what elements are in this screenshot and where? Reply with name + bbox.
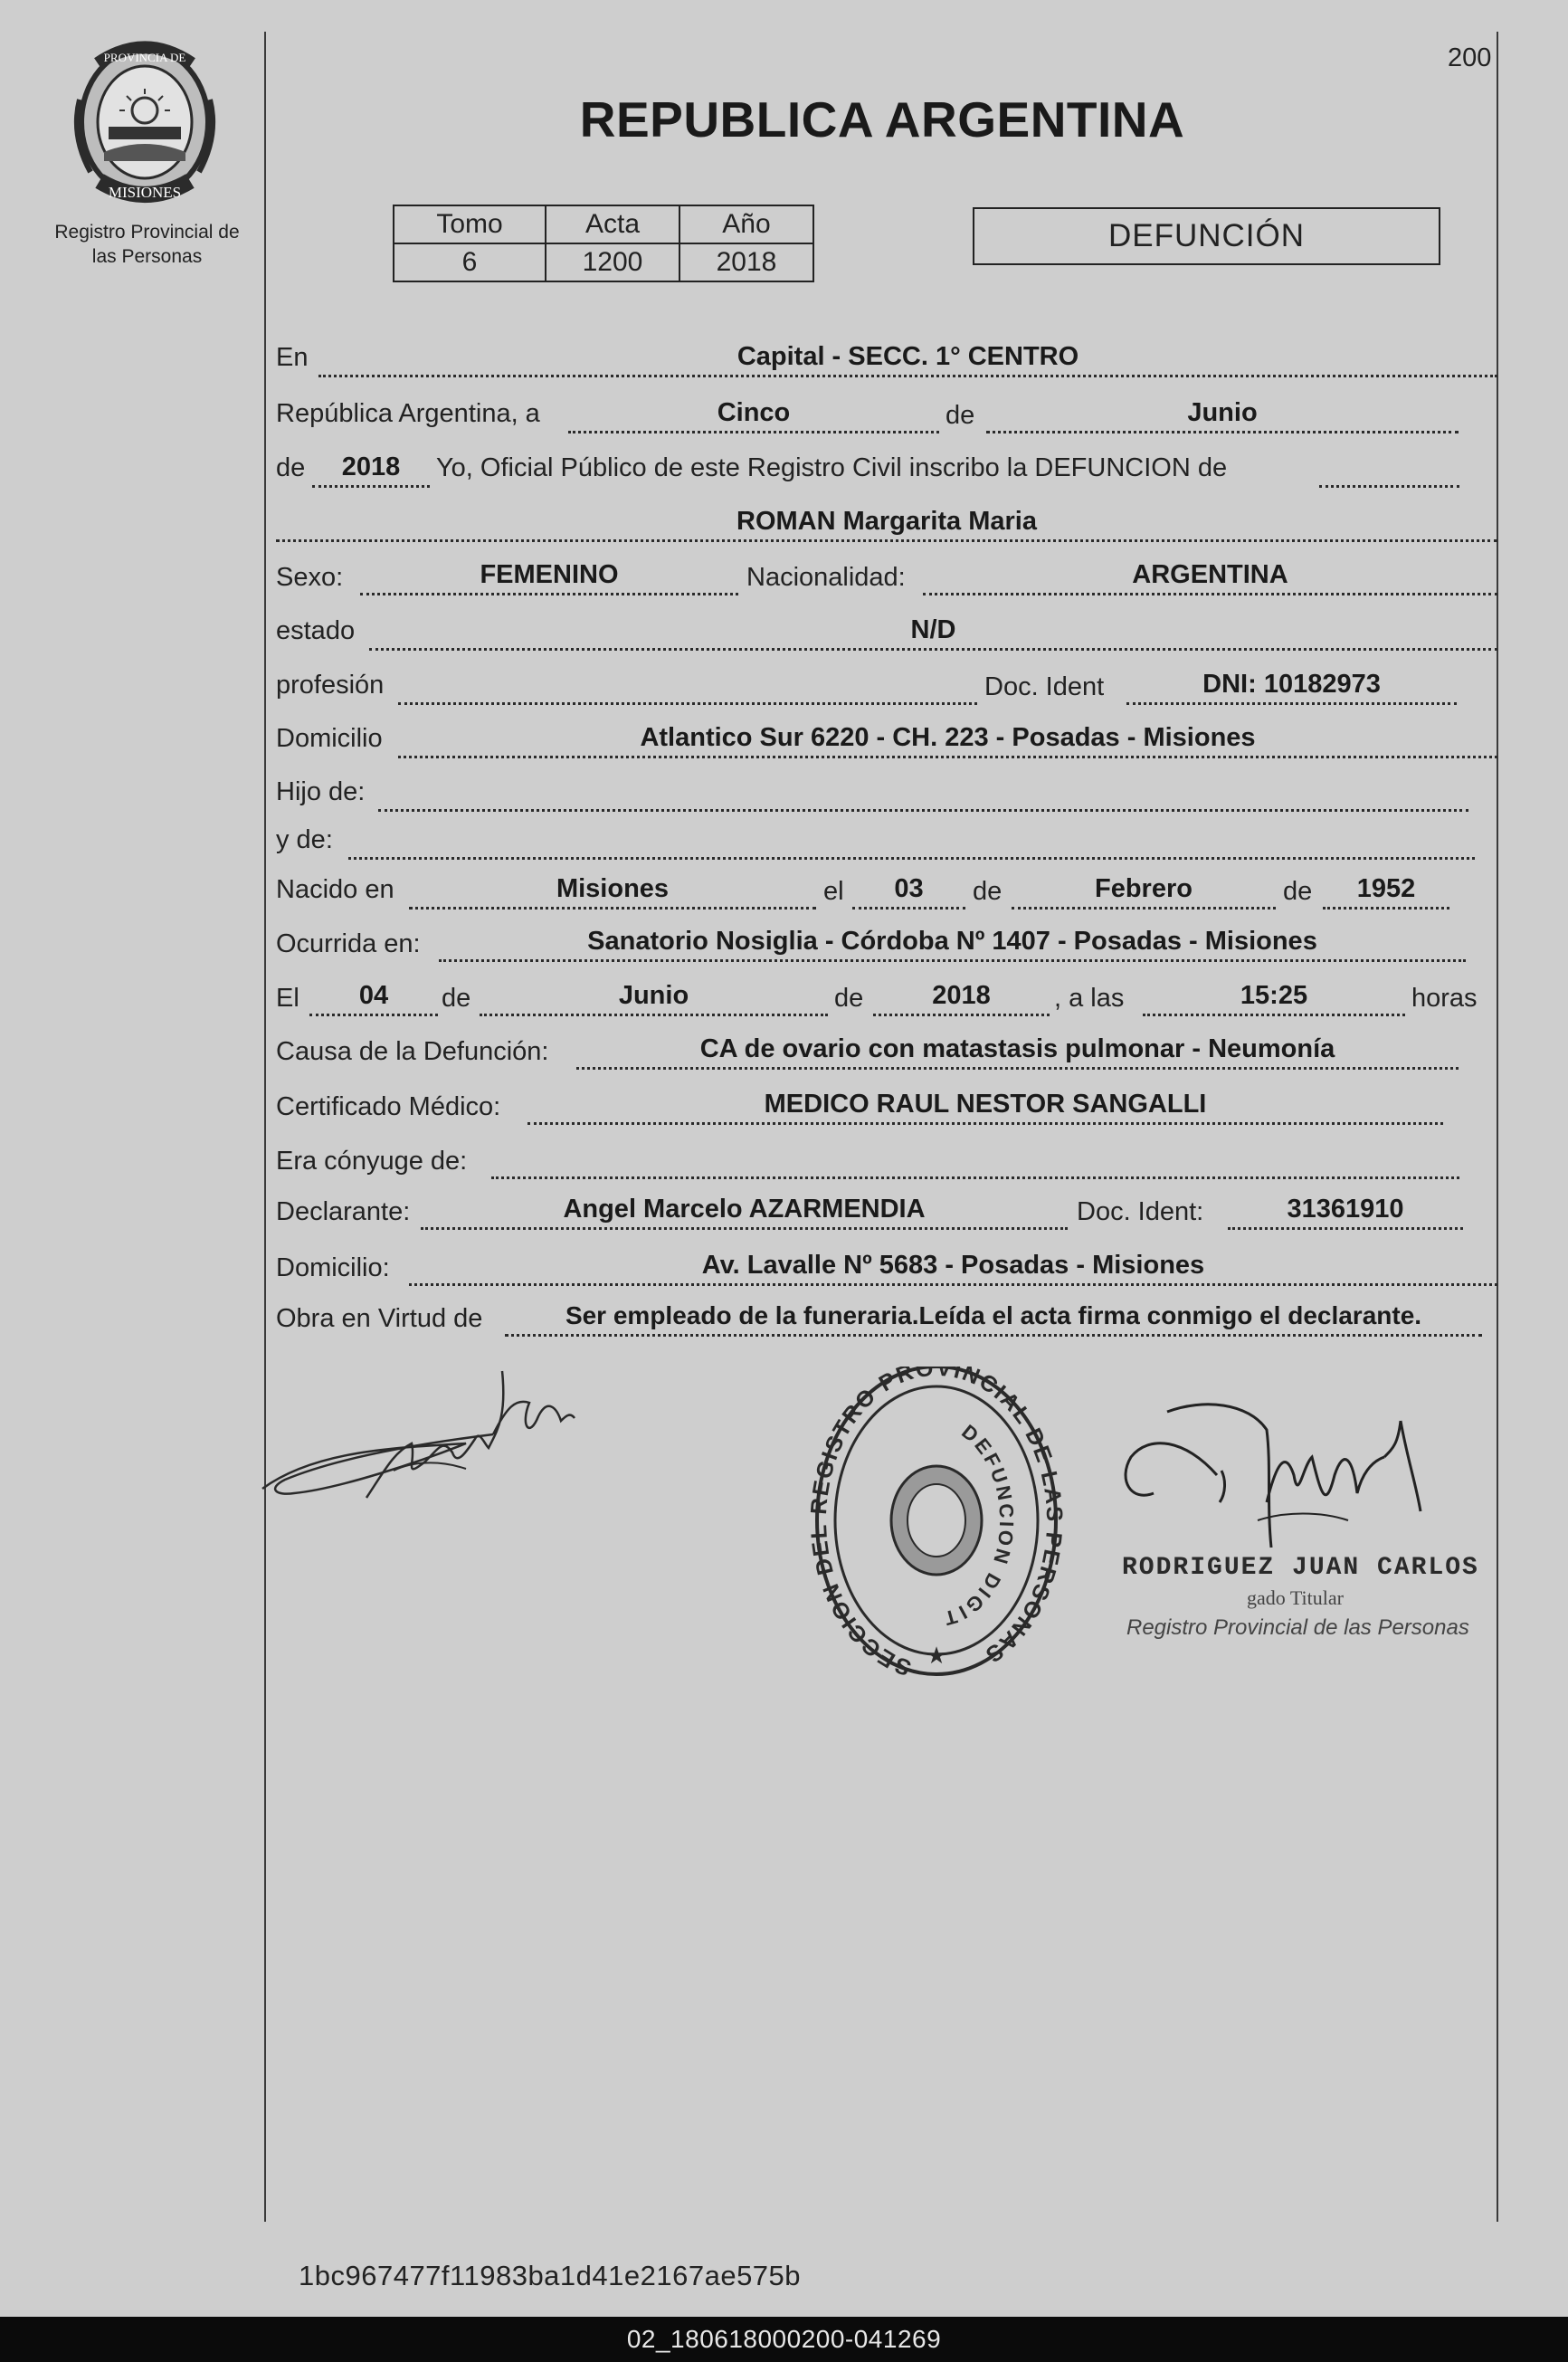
obra-field xyxy=(505,1301,1482,1337)
declarant-signature xyxy=(258,1353,602,1520)
doc-ident-field xyxy=(1126,670,1457,705)
nacionalidad-field xyxy=(923,560,1497,595)
profesion-field xyxy=(398,670,977,705)
ocurrida-value: Sanatorio Nosiglia - Córdoba Nº 1407 - Posadas - Misiones xyxy=(587,927,1317,956)
registry-name-line2: las Personas xyxy=(91,246,203,267)
record-type-box: DEFUNCIÓN xyxy=(973,207,1440,265)
death-year-value: 2018 xyxy=(932,981,991,1010)
anio-header: Año xyxy=(679,205,813,243)
declarante-doc-value: 31361910 xyxy=(1287,1195,1404,1224)
province-coat-of-arms-logo xyxy=(63,36,226,208)
doc-ident-label: Doc. Ident xyxy=(984,672,1105,701)
declarante-value: Angel Marcelo AZARMENDIA xyxy=(563,1195,926,1224)
death-year-field xyxy=(873,981,1050,1016)
svg-text:SECCION DEL REGISTRO PROVINCIA: SECCION DE EGISTRO PROVINCIAL DE L ERSONAS xyxy=(810,1367,1063,1681)
death-time-value: 15:25 xyxy=(1240,981,1308,1010)
doc-ident-value: DNI: 10182973 xyxy=(1202,670,1381,699)
declarante-domicilio-value: Av. Lavalle Nº 5683 - Posadas - Misiones xyxy=(701,1251,1205,1280)
registry-name xyxy=(36,220,258,269)
nacido-en-value: Misiones xyxy=(556,874,670,903)
estado-field xyxy=(369,615,1497,651)
de-label-5: de xyxy=(442,984,471,1013)
inscribe-blank-field xyxy=(1319,452,1459,488)
acta-header: Acta xyxy=(546,205,679,243)
el2-label: El xyxy=(276,984,299,1013)
nacionalidad-label: Nacionalidad: xyxy=(746,563,906,592)
inscribe-text: Yo, Oficial Público de este Registro Civil inscribo la DEFUNCION de xyxy=(436,453,1228,482)
birth-year-value: 1952 xyxy=(1356,874,1416,903)
el-label: el xyxy=(823,877,844,906)
hijo-de-field xyxy=(378,776,1468,812)
declarante-doc-field xyxy=(1228,1195,1463,1230)
tomo-value: 6 xyxy=(394,243,546,281)
certificado-field xyxy=(527,1090,1443,1125)
svg-text:★: ★ xyxy=(926,1643,947,1670)
nacionalidad-value: ARGENTINA xyxy=(1132,560,1288,589)
registrar-name: RODRIGUEZ JUAN CARLOS xyxy=(1122,1554,1479,1582)
document-id-bar: 02_180618000200-041269 xyxy=(0,2317,1568,2362)
month-field xyxy=(986,398,1459,433)
svg-text:DEFUNCION DIGITAL: DEFUNCION DIGIT xyxy=(940,1420,1019,1631)
republica-label: República Argentina, a xyxy=(276,399,540,428)
doc-ident2-label: Doc. Ident: xyxy=(1077,1197,1204,1226)
nacido-en-label: Nacido en xyxy=(276,875,394,904)
sexo-value: FEMENINO xyxy=(480,560,619,589)
document-title: REPUBLICA ARGENTINA xyxy=(579,91,1185,148)
domicilio-value: Atlantico Sur 6220 - CH. 223 - Posadas - Misiones xyxy=(640,723,1256,752)
death-month-value: Junio xyxy=(618,981,689,1010)
obra-label: Obra en Virtud de xyxy=(276,1304,483,1333)
conyuge-field xyxy=(491,1144,1459,1179)
year-field xyxy=(312,452,430,488)
birth-month-value: Febrero xyxy=(1095,874,1193,903)
birth-day-value: 03 xyxy=(894,874,924,903)
domicilio-field xyxy=(398,723,1497,758)
deceased-name-field xyxy=(276,507,1497,542)
day-words-field xyxy=(568,398,939,433)
registrar-office: Registro Provincial de las Personas xyxy=(1126,1615,1469,1640)
left-margin-rule xyxy=(264,32,266,2222)
causa-field xyxy=(576,1034,1459,1070)
a-las-label: , a las xyxy=(1054,984,1125,1013)
declarante-field xyxy=(421,1195,1068,1230)
de-label-3: de xyxy=(973,877,1003,906)
ocurrida-field xyxy=(439,927,1466,962)
obra-value: Ser empleado de la funeraria.Leída el acta firma conmigo el declarante. xyxy=(565,1301,1422,1329)
page-number: 200 xyxy=(1448,43,1492,72)
death-month-field xyxy=(480,981,828,1016)
conyuge-label: Era cónyuge de: xyxy=(276,1147,468,1176)
de-label-2: de xyxy=(276,453,306,482)
anio-value: 2018 xyxy=(679,243,813,281)
declarante-label: Declarante: xyxy=(276,1197,411,1226)
estado-value: N/D xyxy=(910,615,956,644)
year-value: 2018 xyxy=(341,452,401,481)
record-table xyxy=(393,205,814,282)
official-stamp xyxy=(810,1367,1063,1697)
document-hash: 1bc967477f11983ba1d41e2167ae575b xyxy=(299,2260,802,2291)
causa-label: Causa de la Defunción: xyxy=(276,1037,549,1066)
declarante-domicilio-field xyxy=(409,1251,1497,1286)
sexo-label: Sexo: xyxy=(276,563,344,592)
nacido-en-field xyxy=(409,874,816,910)
horas-label: horas xyxy=(1411,984,1478,1013)
registrar-role: gado Titular xyxy=(1247,1586,1344,1609)
domicilio2-label: Domicilio: xyxy=(276,1253,390,1282)
death-day-value: 04 xyxy=(358,981,389,1010)
y-de-field xyxy=(348,824,1475,860)
place-value: Capital - SECC. 1° CENTRO xyxy=(736,342,1079,371)
registry-name-line1: Registro Provincial de xyxy=(54,222,240,243)
death-day-field xyxy=(309,981,438,1016)
month-value: Junio xyxy=(1187,398,1258,427)
certificado-value: MEDICO RAUL NESTOR SANGALLI xyxy=(764,1090,1207,1119)
day-words-value: Cinco xyxy=(717,398,791,427)
estado-label: estado xyxy=(276,616,356,645)
birth-year-field xyxy=(1323,874,1449,910)
en-label: En xyxy=(276,343,309,372)
ocurrida-label: Ocurrida en: xyxy=(276,929,421,958)
y-de-label: y de: xyxy=(276,825,333,854)
place-field xyxy=(318,342,1497,377)
de-label-6: de xyxy=(834,984,864,1013)
deceased-name-value: ROMAN Margarita Maria xyxy=(736,507,1037,536)
birth-month-field xyxy=(1012,874,1276,910)
profesion-label: profesión xyxy=(276,671,385,700)
birth-day-field xyxy=(852,874,965,910)
domicilio-label: Domicilio xyxy=(276,724,383,753)
acta-value: 1200 xyxy=(546,243,679,281)
de-label-1: de xyxy=(946,401,975,430)
registrar-signature xyxy=(1113,1394,1475,1579)
svg-text:MISIONES: MISIONES xyxy=(108,184,182,201)
hijo-de-label: Hijo de: xyxy=(276,777,366,806)
certificado-label: Certificado Médico: xyxy=(276,1092,501,1121)
de-label-4: de xyxy=(1283,877,1313,906)
sexo-field xyxy=(360,560,738,595)
svg-text:PROVINCIA DE: PROVINCIA DE xyxy=(103,51,186,64)
causa-value: CA de ovario con matastasis pulmonar - Neumonía xyxy=(699,1034,1335,1063)
death-time-field xyxy=(1143,981,1405,1016)
tomo-header: Tomo xyxy=(394,205,546,243)
